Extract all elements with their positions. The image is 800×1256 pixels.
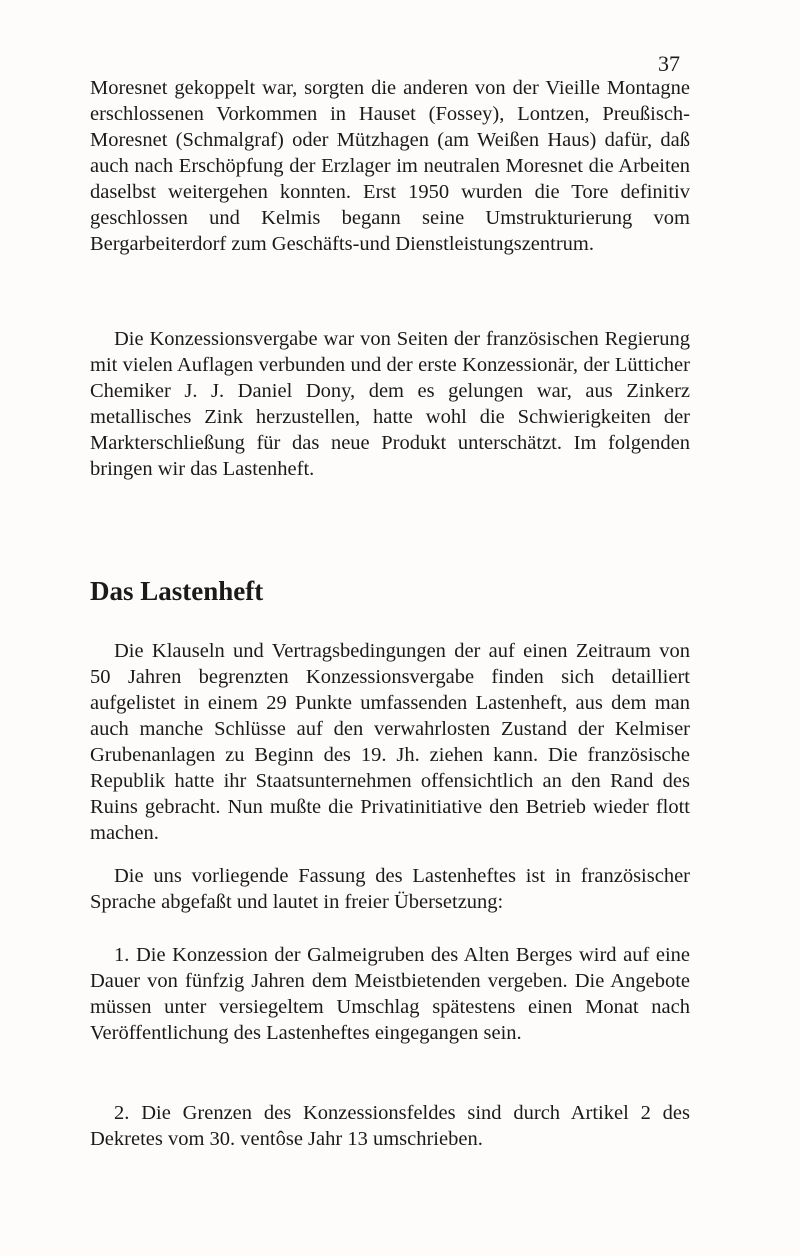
paragraph-text: Die Klauseln und Vertragsbedingungen der auf einen Zeitraum von 50 Jahren begrenzten Konzessionsvergabe finden sich detailliert aufgelistet in einem 29 Punkte umfassenden Lastenheft, aus dem man auch manche Schlüsse auf den verwahrlosten Zustand der Kelmiser Grubenanlagen zu Beginn des 19. Jh. ziehen kann. Die französische Republik hatte ihr Staatsunternehmen offensichtlich an den Rand des Ruins gebracht. Nun mußte die Privatinitiative den Betrieb wieder flott machen. (90, 640, 690, 844)
paragraph-text: Die Konzessionsvergabe war von Seiten der französischen Regierung mit vielen Auflagen verbunden und der erste Konzessionär, der Lütticher Chemiker J. J. Daniel Dony, dem es gelungen war, aus Zinkerz metallisches Zink herzustellen, hatte wohl die Schwierigkeiten der Markterschließung für das neue Produkt unterschätzt. Im folgenden bringen wir das Lastenheft. (90, 328, 690, 480)
paragraph-moresnet (90, 75, 690, 257)
paragraph-konzessionsvergabe (90, 326, 690, 482)
paragraph-text: 1. Die Konzession der Galmeigruben des Alten Berges wird auf eine Dauer von fünfzig Jahren dem Meistbietenden vergeben. Die Angebote müssen unter versiegeltem Umschlag spätestens einen Monat nach Veröffentlichung des Lastenheftes eingegangen sein. (90, 944, 690, 1044)
paragraph-text: Die uns vorliegende Fassung des Lastenheftes ist in französischer Sprache abgefaßt und lautet in freier Übersetzung: (90, 865, 690, 913)
paragraph-fassung (90, 863, 690, 915)
page-number: 37 (658, 51, 680, 76)
paragraph-klauseln (90, 638, 690, 846)
paragraph-text: 2. Die Grenzen des Konzessionsfeldes sind durch Artikel 2 des Dekretes vom 30. ventôse Jahr 13 umschrieben. (90, 1102, 690, 1150)
clause-2 (90, 1100, 690, 1152)
paragraph-text: Moresnet gekoppelt war, sorgten die anderen von der Vieille Montagne erschlossenen Vorkommen in Hauset (Fossey), Lontzen, Preußisch-Moresnet (Schmalgraf) oder Mützhagen (am Weißen Haus) dafür, daß auch nach Erschöpfung der Erzlager im neutralen Moresnet die Arbeiten daselbst weitergehen konnten. Erst 1950 wurden die Tore definitiv geschlossen und Kelmis begann seine Umstrukturierung vom Bergarbeiterdorf zum Geschäfts-und Dienstleistungszentrum. (90, 77, 690, 255)
section-heading: Das Lastenheft (90, 576, 264, 606)
clause-1 (90, 942, 690, 1046)
